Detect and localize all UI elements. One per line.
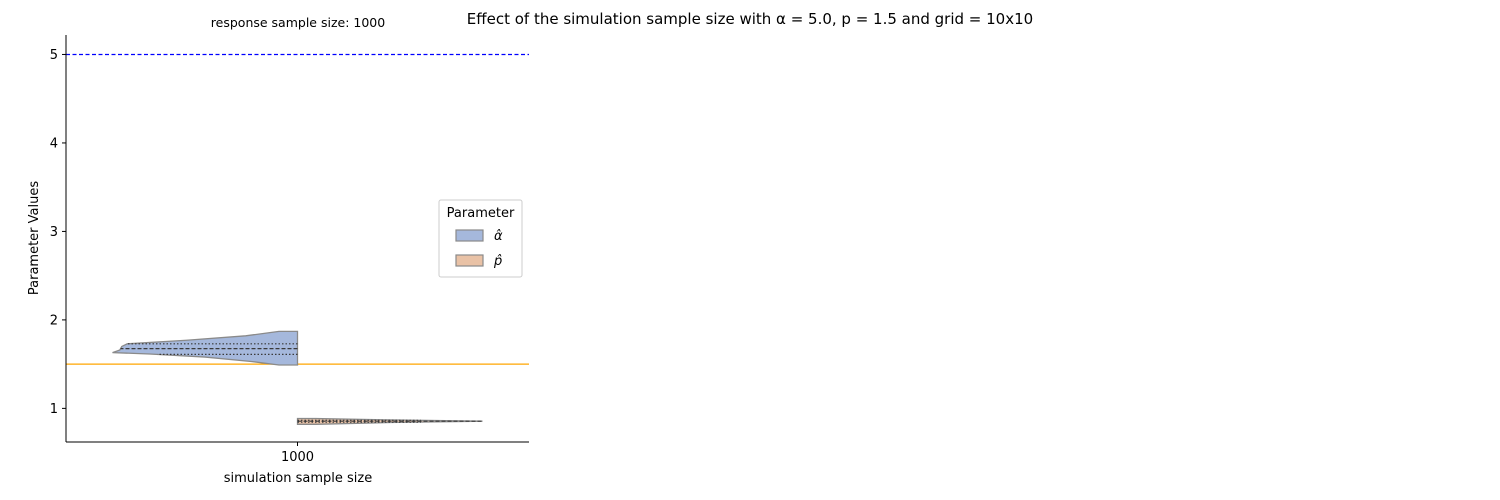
y-tick-label: 4 [49, 136, 58, 152]
legend-title: Parameter [446, 206, 515, 221]
legend-swatch-p [456, 255, 483, 266]
y-tick-label: 2 [49, 313, 58, 329]
legend [439, 200, 522, 277]
y-tick-label: 1 [49, 401, 58, 417]
x-tick-label: 1000 [280, 450, 315, 465]
y-tick-label: 5 [49, 47, 58, 63]
legend-swatch-alpha [456, 230, 483, 241]
chart-subtitle: response sample size: 1000 [210, 15, 386, 30]
chart-suptitle: Effect of the simulation sample size with α = 5.0, p = 1.5 and grid = 10x10 [466, 10, 1034, 28]
y-axis-label: Parameter Values [27, 180, 42, 296]
x-ticks [281, 442, 314, 465]
violins [113, 331, 483, 424]
y-ticks [50, 48, 66, 417]
y-tick-label: 3 [49, 224, 58, 240]
legend-label-alpha: α̂ [494, 229, 503, 244]
x-axis-label: simulation sample size [223, 471, 373, 486]
legend-label-p: p̂ [494, 254, 503, 269]
